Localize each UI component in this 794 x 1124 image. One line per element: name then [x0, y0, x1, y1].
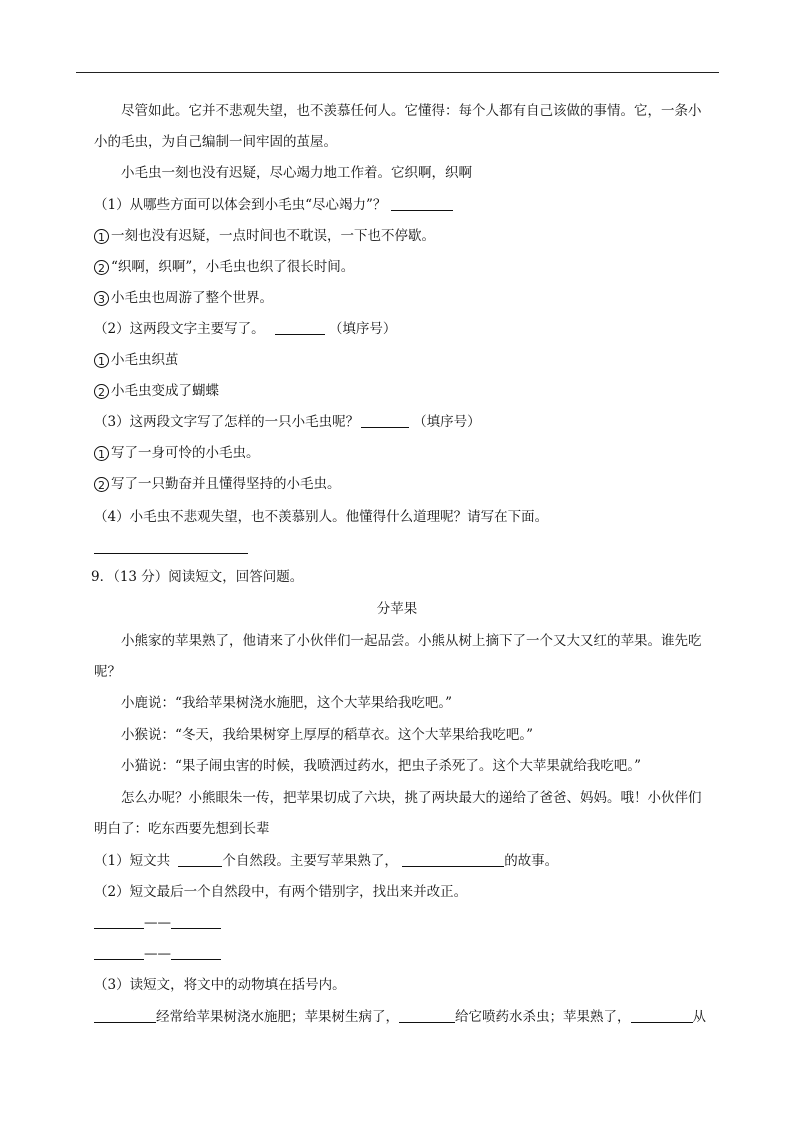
question-text: （1）从哪些方面可以体会到小毛虫“尽心竭力”？ — [94, 197, 387, 213]
answer-blank[interactable] — [402, 852, 504, 867]
passage-line: 小的毛虫，为自己编制一间牢固的茧屋。 — [94, 134, 337, 150]
question-text: 的故事。 — [504, 853, 559, 869]
passage-line: 小熊家的苹果熟了，他请来了小伙伴们一起品尝。小熊从树上摘下了一个又大又红的苹果。谁先吃 — [121, 633, 702, 649]
question-hint: （填序号） — [413, 414, 481, 430]
correction-row — [94, 945, 221, 963]
question-1 — [94, 852, 558, 870]
passage-line: 小鹿说：“我给苹果树浇水施肥，这个大苹果给我吃吧。” — [121, 695, 453, 711]
option — [94, 227, 435, 245]
circled-number: 1 — [94, 353, 109, 368]
passage-line: 小毛虫一刻也没有迟疑，尽心竭力地工作着。它织啊，织啊 — [121, 165, 472, 181]
option — [94, 382, 219, 400]
answer-blank[interactable] — [94, 945, 144, 960]
answer-blank[interactable] — [391, 196, 453, 211]
answer-blank[interactable] — [275, 320, 325, 335]
question-1 — [94, 196, 453, 214]
option-text: 小毛虫也周游了整个世界。 — [111, 290, 273, 306]
passage-line: 明白了：吃东西要先想到长辈 — [94, 821, 270, 837]
passage-line: 小猴说：“冬天，我给果树穿上厚厚的稻草衣。这个大苹果给我吃吧。” — [121, 727, 534, 743]
circled-number: 2 — [94, 260, 109, 275]
question-text: （1）短文共 — [94, 853, 171, 869]
question-text: 从 — [692, 1009, 706, 1025]
answer-blank[interactable] — [171, 914, 221, 929]
section-heading: 9．（13 分）阅读短文，回答问题。 — [91, 569, 304, 585]
dash: —— — [144, 946, 171, 962]
option-text: “织啊，织啊”，小毛虫也织了很长时间。 — [111, 259, 355, 275]
passage-line: 呢？ — [94, 664, 121, 680]
dash: —— — [144, 915, 171, 931]
question-text: 给它喷药水杀虫；苹果熟了， — [455, 1009, 631, 1025]
circled-number: 3 — [94, 291, 109, 306]
passage-line: 小猫说：“果子闹虫害的时候，我喷洒过药水，把虫子杀死了。这个大苹果就给我吃吧。” — [121, 758, 642, 774]
answer-blank[interactable] — [631, 1008, 693, 1023]
option-text: 写了一只勤奋并且懂得坚持的小毛虫。 — [111, 476, 341, 492]
option — [94, 258, 354, 276]
option-text: 写了一身可怜的小毛虫。 — [111, 445, 260, 461]
option-text: 一刻也没有迟疑，一点时间也不耽误，一下也不停歇。 — [111, 228, 435, 244]
correction-row — [94, 914, 221, 932]
answer-blank[interactable] — [361, 413, 409, 428]
question-text: 经常给苹果树浇水施肥；苹果树生病了， — [156, 1009, 399, 1025]
question-2: （2）短文最后一个自然段中，有两个错别字，找出来并改正。 — [94, 884, 468, 900]
question-text: 个自然段。主要写苹果熟了， — [222, 853, 398, 869]
option — [94, 289, 273, 307]
header-rule — [76, 72, 719, 73]
option — [94, 475, 341, 493]
article-title: 分苹果 — [376, 601, 418, 617]
answer-blank[interactable] — [399, 1008, 455, 1023]
fill-row — [94, 1008, 706, 1026]
option — [94, 351, 179, 369]
circled-number: 1 — [94, 446, 109, 461]
question-3 — [94, 413, 481, 431]
passage-line: 尽管如此。它并不悲观失望，也不羡慕任何人。它懂得：每个人都有自己该做的事情。它，一条小 — [121, 103, 702, 119]
question-3: （3）读短文，将文中的动物填在括号内。 — [94, 977, 346, 993]
answer-blank[interactable] — [94, 914, 144, 929]
answer-blank[interactable] — [94, 1008, 156, 1023]
circled-number: 2 — [94, 477, 109, 492]
option-text: 小毛虫织茧 — [111, 352, 179, 368]
circled-number: 2 — [94, 384, 109, 399]
answer-line[interactable] — [94, 553, 248, 554]
question-4: （4）小毛虫不悲观失望，也不羡慕别人。他懂得什么道理呢？请写在下面。 — [94, 509, 549, 525]
question-2 — [94, 320, 396, 338]
option-text: 小毛虫变成了蝴蝶 — [111, 383, 219, 399]
question-hint: （填序号） — [328, 321, 397, 337]
answer-blank[interactable] — [178, 852, 222, 867]
question-text: （3）这两段文字写了怎样的一只小毛虫呢？ — [94, 414, 360, 430]
answer-blank[interactable] — [171, 945, 221, 960]
option — [94, 444, 260, 462]
circled-number: 1 — [94, 229, 109, 244]
passage-line: 怎么办呢？小熊眼朱一传，把苹果切成了六块，挑了两块最大的递给了爸爸、妈妈。哦！小伙伴们 — [121, 790, 702, 806]
question-text: （2）这两段文字主要写了。 — [94, 321, 265, 337]
